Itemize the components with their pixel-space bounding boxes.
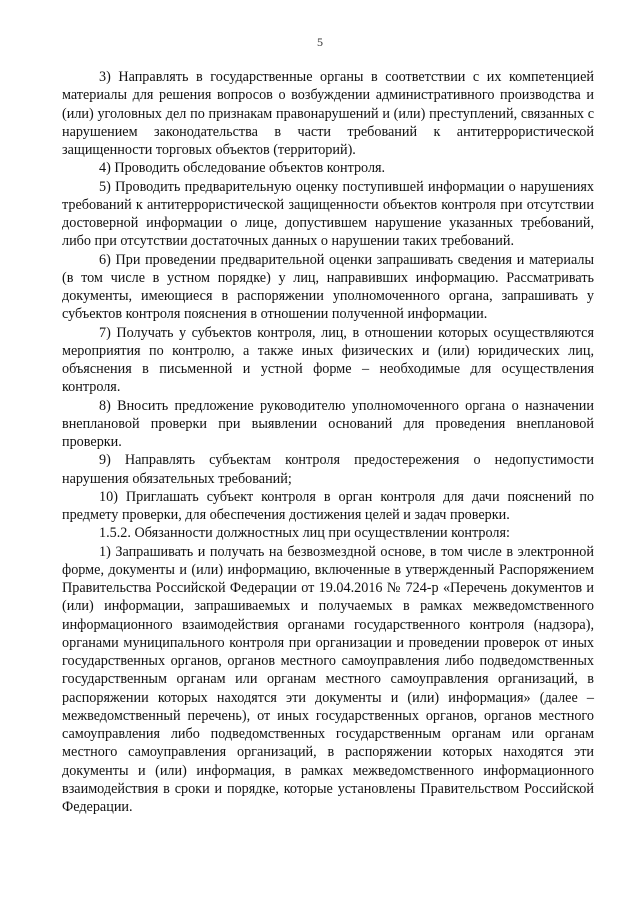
page-content — [62, 68, 594, 816]
paragraph-item-6: 6) При проведении предварительной оценки запрашивать сведения и материалы (в том числе в устном порядке) у лиц, направивших информацию. Рассматривать документы, имеющиеся в распоряжении уполномоченного органа, запрашивать у субъектов контроля пояснения в отношении полученной информации. — [62, 251, 594, 323]
paragraph-item-7: 7) Получать у субъектов контроля, лиц, в отношении которых осуществляются мероприятия по контролю, а также иных физических и (или) юридических лиц, объяснения в письменной и устной форме – необходимые для осуществления контроля. — [62, 324, 594, 396]
duty-item-1: 1) Запрашивать и получать на безвозмездной основе, в том числе в электронной форме, документы и (или) информацию, включенные в утвержденный Распоряжением Правительства Российской Федерации от 19.04.2016 № 724-р «Перечень документов и (или) информации, запрашиваемых и получаемых в рамках межведомственного информационного взаимодействия органами государственного контроля (надзора), органами муниципального контроля при организации и проведении проверок от иных государственных органов, органов местного самоуправления либо подведомственных государственным органам или органам местного самоуправления организаций, в распоряжении которых находятся эти документы и (или) информация» (далее – межведомственный перечень), от иных государственных органов, органов местного самоуправления либо подведомственных государственным органам или органам местного самоуправления организаций, в распоряжении которых находятся эти документы и (или) информация, в рамках межведомственного информационного взаимодействия в сроки и порядке, которые установлены Правительством Российской Федерации. — [62, 543, 594, 815]
paragraph-item-10: 10) Приглашать субъект контроля в орган контроля для дачи пояснений по предмету проверки, для обеспечения достижения целей и задач проверки. — [62, 488, 594, 523]
paragraph-item-4: 4) Проводить обследование объектов контроля. — [99, 160, 386, 177]
section-heading-1-5-2: 1.5.2. Обязанности должностных лиц при осуществлении контроля: — [99, 525, 510, 542]
page-number: 5 — [317, 35, 323, 49]
paragraph-item-3: 3) Направлять в государственные органы в соответствии с их компетенцией материалы для решения вопросов о возбуждении административного производства и (или) уголовных дел по признакам правонарушений и (или) преступлений, связанных с нарушением законодательства в части требований к антитеррористической защищенности торговых объектов (территорий). — [62, 69, 594, 158]
paragraph-item-9: 9) Направлять субъектам контроля предостережения о недопустимости нарушения обязательных требований; — [62, 452, 594, 487]
paragraph-item-8: 8) Вносить предложение руководителю уполномоченного органа о назначении внеплановой проверки при выявлении оснований для проведения внеплановой проверки. — [62, 397, 594, 450]
paragraph-item-5: 5) Проводить предварительную оценку поступившей информации о нарушениях требований к антитеррористической защищенности объектов контроля при отсутствии достоверной информации о лице, допустившем нарушение указанных требований, либо при отсутствии достаточных данных о нарушении таких требований. — [62, 178, 594, 250]
